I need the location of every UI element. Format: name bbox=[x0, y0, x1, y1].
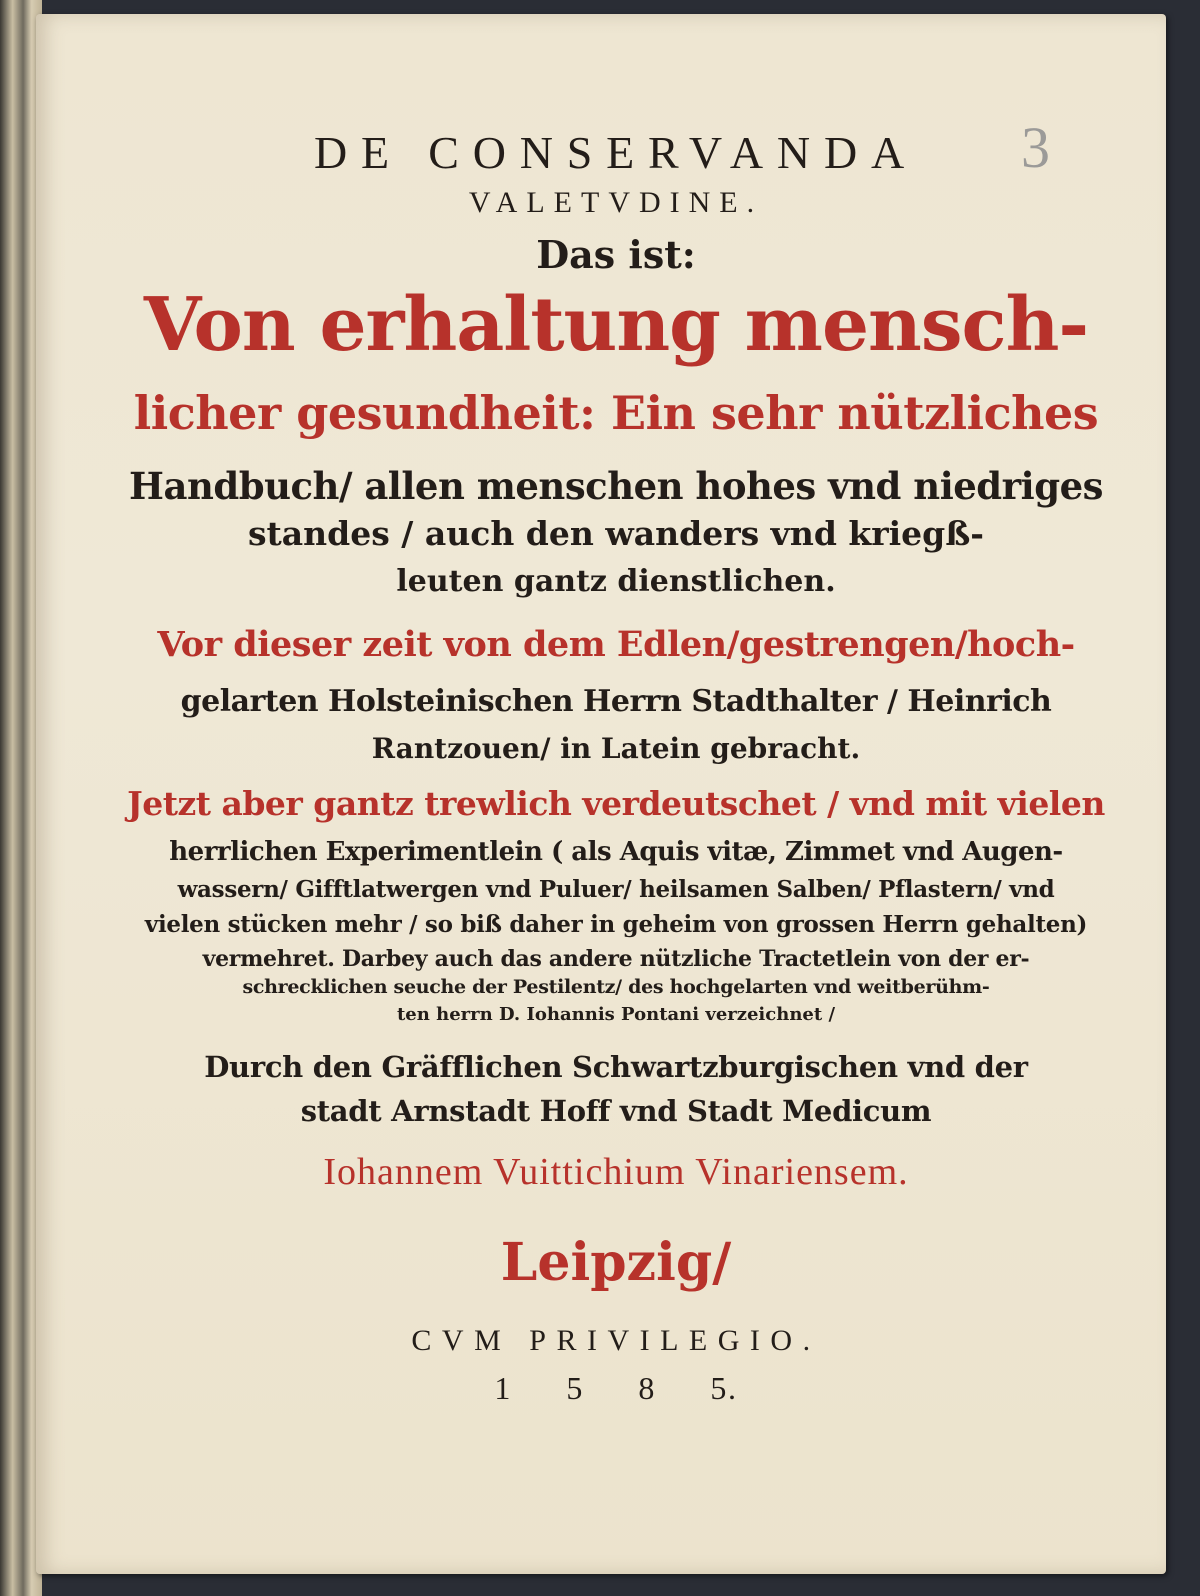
text-line-15: ten herrn D. Iohannis Pontani verzeichnet / bbox=[396, 1004, 836, 1025]
title-german-line-2: licher gesundheit: Ein sehr nützliches bbox=[133, 386, 1099, 440]
paper-page bbox=[36, 14, 1166, 1574]
title-latin-line-2: VALETVDINE. bbox=[468, 186, 764, 219]
text-line-8: Rantzouen/ in Latein gebracht. bbox=[371, 732, 861, 765]
das-ist: Das ist: bbox=[536, 232, 696, 277]
publication-year: 1 5 8 5. bbox=[494, 1370, 738, 1406]
place-of-publication: Leipzig/ bbox=[500, 1232, 732, 1293]
text-line-12: vielen stücken mehr / so biß daher in geheim von grossen Herrn gehalten) bbox=[144, 911, 1088, 938]
text-line-4: standes / auch den wanders vnd kriegß- bbox=[247, 514, 985, 553]
privilege-line: CVM PRIVILEGIO. bbox=[411, 1324, 821, 1357]
text-line-11: wassern/ Gifftlatwergen vnd Puluer/ heilsamen Salben/ Pflastern/ vnd bbox=[177, 876, 1055, 903]
text-line-5: leuten gantz dienstlichen. bbox=[396, 564, 836, 599]
text-line-3: Handbuch/ allen menschen hohes vnd niedriges bbox=[129, 464, 1103, 508]
text-line-7: gelarten Holsteinischen Herrn Stadthalter / Heinrich bbox=[180, 684, 1052, 719]
text-line-13: vermehret. Darbey auch das andere nützliche Tractetlein von der er- bbox=[202, 946, 1030, 972]
title-latin-line-1: DE CONSERVANDA bbox=[314, 127, 918, 178]
text-line-16: Durch den Gräfflichen Schwartzburgischen vnd der bbox=[204, 1050, 1028, 1084]
text-line-9: Jetzt aber gantz trewlich verdeutschet / vnd mit vielen bbox=[127, 784, 1105, 823]
page-number: 3 bbox=[1021, 115, 1050, 180]
text-line-6: Vor dieser zeit von dem Edlen/gestrengen/hoch- bbox=[157, 624, 1075, 665]
text-line-10: herrlichen Experimentlein ( als Aquis vitæ, Zimmet vnd Augen- bbox=[169, 837, 1063, 867]
text-line-17: stadt Arnstadt Hoff vnd Stadt Medicum bbox=[300, 1094, 932, 1128]
author-name: Iohannem Vuittichium Vinariensem. bbox=[323, 1151, 909, 1193]
text-line-14: schrecklichen seuche der Pestilentz/ des hochgelarten vnd weitberühm- bbox=[242, 976, 990, 998]
title-german-line-1: Von erhaltung mensch- bbox=[143, 282, 1089, 368]
